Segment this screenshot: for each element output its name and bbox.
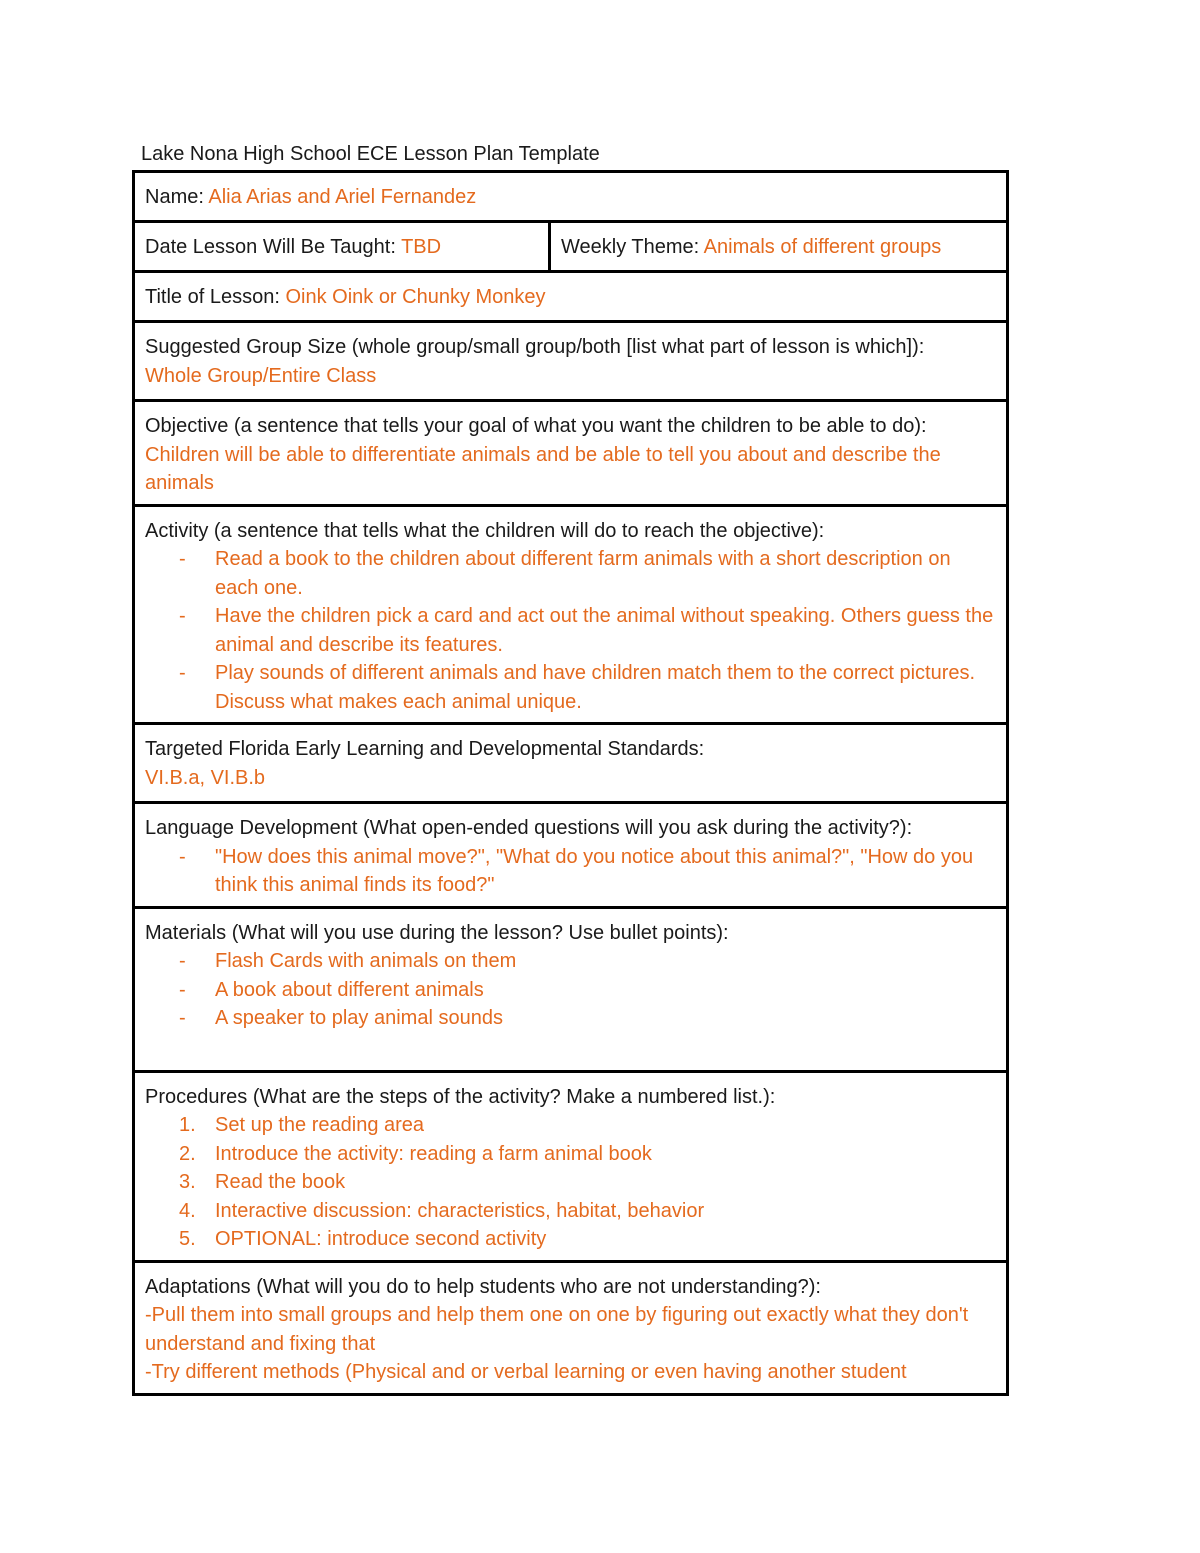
language-list: [145, 843, 996, 900]
theme-value: Animals of different groups: [703, 236, 942, 258]
list-item: - Have the children pick a card and act out the animal without speaking. Others guess the animal and describe its features.: [179, 605, 994, 656]
lesson-plan-table: [132, 170, 1009, 1396]
standards-value: VI.B.a, VI.B.b: [145, 766, 266, 789]
objective-label: Objective (a sentence that tells your goal of what you want the children to be able to do):: [145, 415, 927, 437]
standards-cell: [134, 724, 1008, 803]
list-item: 1. Set up the reading area: [179, 1114, 425, 1136]
activity-label: Activity (a sentence that tells what the children will do to reach the objective):: [145, 519, 825, 542]
date-theme-row: [134, 222, 1008, 272]
materials-row: [134, 907, 1008, 1071]
procedures-cell: [134, 1071, 1008, 1261]
group-size-row: [134, 322, 1008, 401]
adaptations-line: -Try different methods (Physical and or verbal learning or even having another student: [145, 1361, 907, 1383]
activity-list: [145, 545, 996, 716]
list-item: 4. Interactive discussion: characteristics, habitat, behavior: [179, 1199, 705, 1222]
list-item: - A speaker to play animal sounds: [179, 1007, 503, 1029]
lesson-title-row: [134, 272, 1008, 322]
name-row: [134, 172, 1008, 222]
group-size-label: Suggested Group Size (whole group/small group/both [list what part of lesson is which]):: [145, 336, 925, 358]
list-item: 3. Read the book: [179, 1171, 346, 1193]
theme-cell: [550, 222, 1008, 272]
list-item: - Play sounds of different animals and have children match them to the correct pictures. Discuss what makes each animal unique.: [179, 662, 976, 713]
language-label: Language Development (What open-ended questions will you ask during the activity?):: [145, 817, 913, 839]
objective-row: [134, 401, 1008, 506]
lesson-title-cell: [134, 272, 1008, 322]
list-item: - Read a book to the children about different farm animals with a short description on each one.: [179, 548, 951, 599]
date-cell: [134, 222, 550, 272]
language-cell: [134, 803, 1008, 908]
activity-row: [134, 505, 1008, 724]
name-value: Alia Arias and Ariel Fernandez: [208, 186, 477, 208]
adaptations-cell: [134, 1261, 1008, 1394]
objective-value: Children will be able to differentiate animals and be able to tell you about and describe the animals: [145, 443, 941, 494]
date-label: Date Lesson Will Be Taught:: [145, 236, 402, 258]
activity-cell: [134, 505, 1008, 724]
group-size-value: Whole Group/Entire Class: [145, 364, 377, 387]
list-item: 2. Introduce the activity: reading a farm animal book: [179, 1142, 652, 1165]
procedures-label: Procedures (What are the steps of the activity? Make a numbered list.):: [145, 1085, 776, 1108]
list-item: 5. OPTIONAL: introduce second activity: [179, 1228, 547, 1250]
materials-cell: [134, 907, 1008, 1071]
name-label: Name:: [145, 186, 209, 208]
theme-label: Weekly Theme:: [561, 236, 704, 258]
document-title: Lake Nona High School ECE Lesson Plan Template: [141, 143, 600, 165]
name-cell: [134, 172, 1008, 222]
adaptations-line: -Pull them into small groups and help them one on one by figuring out exactly what they don't understand and fixing that: [145, 1304, 969, 1355]
standards-label: Targeted Florida Early Learning and Developmental Standards:: [145, 738, 705, 760]
materials-list: [145, 947, 996, 1033]
group-size-cell: [134, 322, 1008, 401]
procedures-row: [134, 1071, 1008, 1261]
list-item: - Flash Cards with animals on them: [179, 950, 517, 972]
date-value: TBD: [401, 236, 442, 258]
adaptations-row: [134, 1261, 1008, 1394]
procedures-list: [145, 1111, 996, 1254]
lesson-title-label: Title of Lesson:: [145, 286, 286, 308]
materials-label: Materials (What will you use during the lesson? Use bullet points):: [145, 921, 729, 944]
standards-row: [134, 724, 1008, 803]
adaptations-label: Adaptations (What will you do to help students who are not understanding?):: [145, 1275, 821, 1298]
lesson-title-value: Oink Oink or Chunky Monkey: [285, 286, 546, 308]
objective-cell: [134, 401, 1008, 506]
list-item: - "How does this animal move?", "What do you notice about this animal?", "How do you think this animal finds its food?": [179, 845, 974, 896]
language-row: [134, 803, 1008, 908]
list-item: - A book about different animals: [179, 978, 484, 1001]
